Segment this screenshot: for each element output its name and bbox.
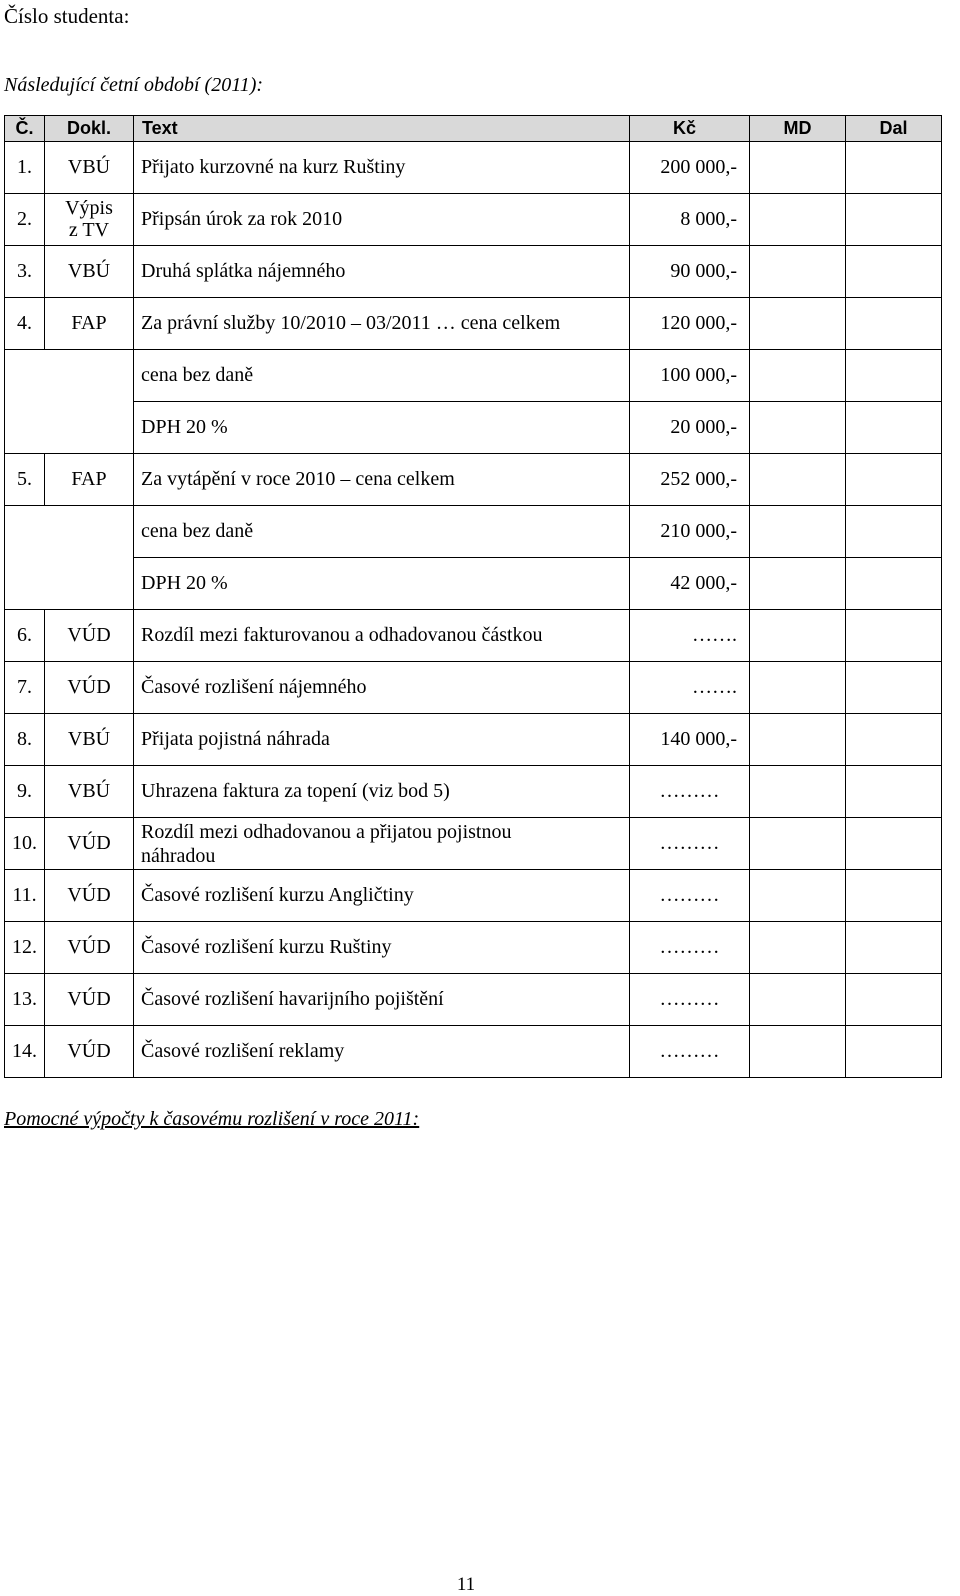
- row-amount: 90 000,-: [630, 246, 750, 298]
- row-document: VÚD: [45, 870, 134, 922]
- row-document: VÚD: [45, 818, 134, 870]
- row-amount: 20 000,-: [630, 402, 750, 454]
- ledger-table: [4, 115, 942, 1078]
- row-text: cena bez daně: [134, 506, 630, 558]
- table-row: [5, 350, 942, 402]
- row-number: 4.: [5, 298, 45, 350]
- row-dal-cell[interactable]: [846, 766, 942, 818]
- row-dal-cell[interactable]: [846, 506, 942, 558]
- student-number-label: Číslo studenta:: [4, 4, 130, 28]
- row-amount-placeholder[interactable]: ………: [630, 922, 750, 974]
- col-header-text: Text: [134, 116, 630, 142]
- row-md-cell[interactable]: [750, 870, 846, 922]
- table-row: [5, 142, 942, 194]
- col-header-doc: Dokl.: [45, 116, 134, 142]
- row-md-cell[interactable]: [750, 142, 846, 194]
- table-row: [5, 194, 942, 246]
- row-text: Časové rozlišení reklamy: [134, 1026, 630, 1078]
- row-md-cell[interactable]: [750, 298, 846, 350]
- row-dal-cell[interactable]: [846, 558, 942, 610]
- row-text: Přijato kurzovné na kurz Ruštiny: [134, 142, 630, 194]
- row-amount-placeholder[interactable]: ………: [630, 974, 750, 1026]
- row-dal-cell[interactable]: [846, 350, 942, 402]
- row-number: 6.: [5, 610, 45, 662]
- row-document: [45, 194, 134, 246]
- row-amount-placeholder[interactable]: …….: [630, 662, 750, 714]
- table-row: [5, 506, 942, 558]
- row-text: DPH 20 %: [134, 558, 630, 610]
- row-number: 8.: [5, 714, 45, 766]
- row-amount-placeholder[interactable]: ………: [630, 766, 750, 818]
- table-row: [5, 714, 942, 766]
- row-amount: 42 000,-: [630, 558, 750, 610]
- row-text: Časové rozlišení kurzu Ruštiny: [134, 922, 630, 974]
- col-header-kc: Kč: [630, 116, 750, 142]
- row-text: [134, 818, 630, 870]
- period-title: Následující četní období (2011):: [4, 74, 264, 96]
- row-text: Za právní služby 10/2010 – 03/2011 … cena celkem: [134, 298, 630, 350]
- row-number: 13.: [5, 974, 45, 1026]
- row-dal-cell[interactable]: [846, 1026, 942, 1078]
- row-md-cell[interactable]: [750, 350, 846, 402]
- row-dal-cell[interactable]: [846, 246, 942, 298]
- row-text: Přijata pojistná náhrada: [134, 714, 630, 766]
- row-number: 5.: [5, 454, 45, 506]
- table-row: [5, 298, 942, 350]
- row-amount: 200 000,-: [630, 142, 750, 194]
- col-header-dal: Dal: [846, 116, 942, 142]
- row-text: cena bez daně: [134, 350, 630, 402]
- row-document: VÚD: [45, 1026, 134, 1078]
- row-md-cell[interactable]: [750, 714, 846, 766]
- table-row: [5, 454, 942, 506]
- row-md-cell[interactable]: [750, 1026, 846, 1078]
- row-amount-placeholder[interactable]: ………: [630, 818, 750, 870]
- row-amount: 252 000,-: [630, 454, 750, 506]
- row-merged-blank: [5, 506, 134, 610]
- row-dal-cell[interactable]: [846, 298, 942, 350]
- row-dal-cell[interactable]: [846, 194, 942, 246]
- row-text: Rozdíl mezi fakturovanou a odhadovanou částkou: [134, 610, 630, 662]
- table-row: [5, 558, 942, 610]
- row-number: 14.: [5, 1026, 45, 1078]
- row-text: DPH 20 %: [134, 402, 630, 454]
- row-number: 9.: [5, 766, 45, 818]
- row-text: Připsán úrok za rok 2010: [134, 194, 630, 246]
- row-document: FAP: [45, 454, 134, 506]
- table-row: [5, 610, 942, 662]
- row-amount-placeholder[interactable]: ………: [630, 1026, 750, 1078]
- row-document-line2: z TV: [68, 219, 110, 241]
- helper-calculations-title: Pomocné výpočty k časovému rozlišení v roce 2011:: [4, 1108, 420, 1130]
- table-row: [5, 662, 942, 714]
- row-amount: 100 000,-: [630, 350, 750, 402]
- table-row: [5, 246, 942, 298]
- row-text: Časové rozlišení nájemného: [134, 662, 630, 714]
- row-md-cell[interactable]: [750, 454, 846, 506]
- row-dal-cell[interactable]: [846, 870, 942, 922]
- row-text-line2: náhradou: [141, 844, 216, 867]
- row-document-line1: Výpis: [65, 197, 113, 219]
- row-text: Uhrazena faktura za topení (viz bod 5): [134, 766, 630, 818]
- row-md-cell[interactable]: [750, 246, 846, 298]
- row-dal-cell[interactable]: [846, 454, 942, 506]
- row-dal-cell[interactable]: [846, 818, 942, 870]
- row-md-cell[interactable]: [750, 558, 846, 610]
- row-number: 2.: [5, 194, 45, 246]
- table-header-row: [5, 116, 942, 142]
- row-text-line1: Rozdíl mezi odhadovanou a přijatou pojistnou: [141, 820, 512, 843]
- row-dal-cell[interactable]: [846, 610, 942, 662]
- col-header-md: MD: [750, 116, 846, 142]
- row-merged-blank: [5, 350, 134, 454]
- row-text: Druhá splátka nájemného: [134, 246, 630, 298]
- row-amount: 210 000,-: [630, 506, 750, 558]
- table-row: [5, 766, 942, 818]
- col-header-num: Č.: [5, 116, 45, 142]
- row-text: Časové rozlišení kurzu Angličtiny: [134, 870, 630, 922]
- row-document: VBÚ: [45, 246, 134, 298]
- row-document: VÚD: [45, 974, 134, 1026]
- table-row: [5, 402, 942, 454]
- row-number: 11.: [5, 870, 45, 922]
- row-document: VÚD: [45, 662, 134, 714]
- table-row: [5, 922, 942, 974]
- row-document: VBÚ: [45, 766, 134, 818]
- row-document: VÚD: [45, 610, 134, 662]
- row-amount: 120 000,-: [630, 298, 750, 350]
- row-md-cell[interactable]: [750, 974, 846, 1026]
- row-document: VBÚ: [45, 142, 134, 194]
- row-md-cell[interactable]: [750, 194, 846, 246]
- row-md-cell[interactable]: [750, 506, 846, 558]
- row-text: Za vytápění v roce 2010 – cena celkem: [134, 454, 630, 506]
- row-dal-cell[interactable]: [846, 714, 942, 766]
- row-document: VBÚ: [45, 714, 134, 766]
- row-amount: 8 000,-: [630, 194, 750, 246]
- row-dal-cell[interactable]: [846, 974, 942, 1026]
- row-dal-cell[interactable]: [846, 662, 942, 714]
- row-text: Časové rozlišení havarijního pojištění: [134, 974, 630, 1026]
- page-number: 11: [456, 1574, 476, 1595]
- row-amount-placeholder[interactable]: …….: [630, 610, 750, 662]
- row-document: FAP: [45, 298, 134, 350]
- table-row: [5, 818, 942, 870]
- row-dal-cell[interactable]: [846, 142, 942, 194]
- row-number: 12.: [5, 922, 45, 974]
- row-md-cell[interactable]: [750, 610, 846, 662]
- row-md-cell[interactable]: [750, 402, 846, 454]
- row-dal-cell[interactable]: [846, 922, 942, 974]
- table-row: [5, 974, 942, 1026]
- row-md-cell[interactable]: [750, 766, 846, 818]
- table-row: [5, 1026, 942, 1078]
- row-md-cell[interactable]: [750, 922, 846, 974]
- row-md-cell[interactable]: [750, 662, 846, 714]
- row-amount-placeholder[interactable]: ………: [630, 870, 750, 922]
- row-md-cell[interactable]: [750, 818, 846, 870]
- table-row: [5, 870, 942, 922]
- row-number: 3.: [5, 246, 45, 298]
- row-amount: 140 000,-: [630, 714, 750, 766]
- row-dal-cell[interactable]: [846, 402, 942, 454]
- row-number: 1.: [5, 142, 45, 194]
- row-document: VÚD: [45, 922, 134, 974]
- row-number: 7.: [5, 662, 45, 714]
- row-number: 10.: [5, 818, 45, 870]
